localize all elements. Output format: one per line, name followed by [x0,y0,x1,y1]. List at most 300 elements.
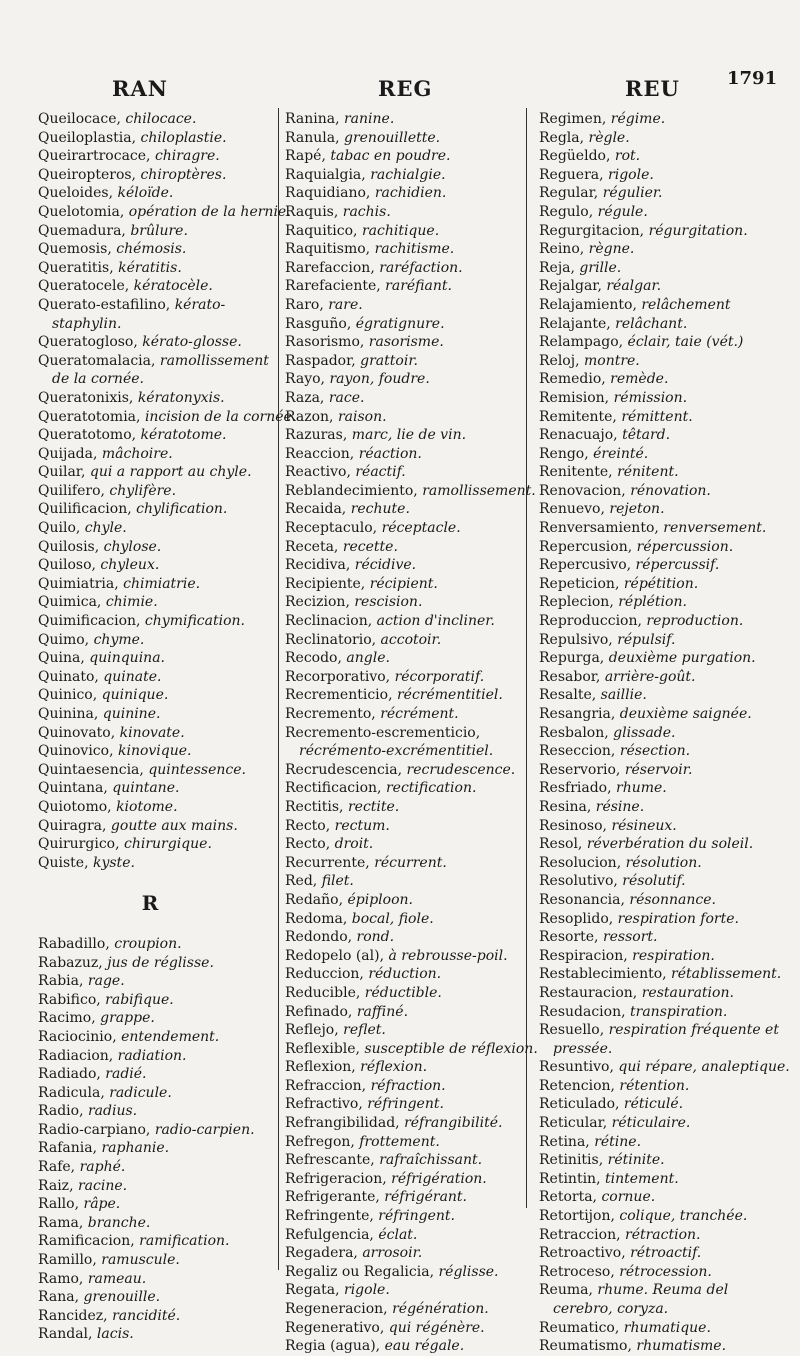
dictionary-entry [38,277,272,296]
entry-headword: Quinato, [38,668,99,685]
dictionary-entry [285,166,519,185]
dictionary-entry [38,1009,272,1028]
entry-headword: Raquis, [285,203,339,220]
entry-headword: Rectificacion, [285,780,382,797]
entry-headword: Quilar, [38,464,86,481]
dictionary-entry [38,110,272,129]
entry-headword: Quiloso, [38,557,96,574]
entry-headword: Regular, [539,185,599,202]
dictionary-entry [285,1114,519,1133]
entry-headword: Quimiatria, [38,575,119,592]
entry-headword: Rabifico, [38,991,101,1008]
entry-headword: Respiracion, [539,947,628,964]
entry-translation: kinovique. [117,743,192,760]
entry-translation: ranine. [343,111,395,127]
entry-translation: quinate. [103,668,162,685]
entry-translation: rescision. [354,594,423,611]
entry-headword: Queratitis, [38,259,114,276]
entry-headword: Raquitico, [285,222,358,239]
dictionary-entry [38,631,272,650]
entry-translation: radius. [87,1103,138,1120]
dictionary-entry [285,891,519,910]
dictionary-entry [285,538,519,557]
entry-translation: quinine. [102,706,161,722]
dictionary-entry [285,500,519,519]
entry-headword: Razuras, [285,427,348,444]
entry-headword: Rana, [38,1289,80,1306]
entry-translation: arrosoir. [362,1245,423,1262]
entry-headword: Retinitis, [539,1152,604,1169]
dictionary-entry [539,1003,779,1022]
dictionary-entry [285,1244,519,1263]
entry-translation: rhumatique. [623,1319,711,1336]
entry-translation: accotoir. [380,631,442,648]
dictionary-entry [38,1102,272,1121]
dictionary-entry [285,1263,519,1282]
entry-headword: Recremento, [285,706,376,722]
dictionary-entry [285,761,519,780]
dictionary-entry [38,333,272,352]
dictionary-entry [285,1188,519,1207]
entry-translation: rachis. [342,203,391,220]
entry-headword: Reino, [539,241,585,258]
entry-headword: Quilifero, [38,482,105,499]
dictionary-entry [285,798,519,817]
entry-translation: chiragre. [154,148,220,165]
entry-headword: Reticular, [539,1115,608,1132]
dictionary-entry [285,277,519,296]
entry-headword: Reclinatorio, [285,631,377,648]
page-number: 1791 [727,68,778,89]
dictionary-entry [285,947,519,966]
entry-translation: angle. [346,650,390,667]
entry-translation: qui régénère. [388,1319,485,1336]
entry-headword: Quiotomo, [38,798,112,815]
entry-headword: Renitente, [539,464,613,481]
entry-translation: régurgitation. [648,222,748,239]
entry-headword: Rapé, [285,148,326,165]
dictionary-entry [285,482,536,501]
entry-headword: Resudacion, [539,1003,626,1020]
entry-headword: Recidiva, [285,557,351,574]
dictionary-entry [539,1095,779,1114]
entry-headword: Reuma, [539,1282,593,1299]
entry-headword: Rabia, [38,973,84,990]
entry-translation: rayon, foudre. [329,371,430,388]
dictionary-entry [285,463,519,482]
dictionary-entry [539,1151,779,1170]
dictionary-entry [285,835,519,854]
entry-headword: Renuevo, [539,501,605,518]
entry-headword: Quina, [38,650,85,667]
dictionary-entry [285,519,519,538]
entry-headword: Regata, [285,1282,340,1299]
entry-translation: rond. [356,929,395,946]
entry-translation: rétraction. [625,1226,701,1243]
entry-headword: Reproduccion, [539,613,642,630]
dictionary-entry [539,817,779,836]
entry-translation: race. [328,389,365,406]
entry-headword: Resuello, [539,1022,605,1039]
entry-headword: Remision, [539,389,610,406]
entry-headword: Raquidiano, [285,185,371,202]
entry-translation: mâchoire. [101,445,173,462]
dictionary-entry [539,1114,779,1133]
dictionary-entry [285,817,519,836]
dictionary-entry [539,166,779,185]
dictionary-entry [539,872,779,891]
dictionary-entry [38,538,272,557]
entry-translation: qui a rapport au chyle. [89,464,252,481]
entry-translation: ramuscule. [101,1252,180,1269]
entry-translation: chémosis. [116,241,187,258]
entry-headword: Refrigeracion, [285,1170,387,1187]
dictionary-entry [38,240,272,259]
entry-headword: Resol, [539,836,583,853]
entry-translation: grille. [579,259,622,276]
dictionary-entry [285,928,519,947]
entry-headword: Ramillo, [38,1252,97,1269]
dictionary-entry [38,1251,272,1270]
entry-headword: Regimen, [539,111,607,127]
dictionary-entry [539,575,779,594]
entry-translation: grenouille. [83,1289,161,1306]
entry-headword: Queratonixis, [38,389,134,406]
entry-translation: rage. [87,973,125,990]
dictionary-column-center [285,110,538,1356]
entry-headword: Redondo, [285,929,353,946]
entry-headword: Rama, [38,1214,84,1231]
entry-headword: Red, [285,873,318,890]
entry-headword: Radiacion, [38,1047,114,1064]
entry-translation: recette. [342,538,398,555]
entry-headword: Resabor, [539,668,601,685]
entry-translation: tabac en poudre. [330,148,451,165]
entry-headword: Raspador, [285,352,356,369]
entry-translation: grattoir. [360,352,418,369]
entry-headword: Reumatismo, [539,1338,632,1355]
entry-translation: radié. [105,1066,147,1083]
dictionary-entry [539,593,779,612]
entry-headword: Reflexible, [285,1040,360,1057]
dictionary-entry [539,445,779,464]
entry-headword: Reservorio, [539,761,621,778]
entry-headword: Retina, [539,1133,590,1150]
entry-headword: Queratocele, [38,278,130,295]
entry-headword: Rancidez, [38,1307,108,1324]
entry-headword: Repulsivo, [539,631,613,648]
entry-translation: chyme. [93,631,145,648]
entry-translation: chyleux. [100,557,160,574]
entry-headword: Restauracion, [539,984,638,1001]
entry-headword: Quimica, [38,594,102,611]
dictionary-entry [539,184,779,203]
entry-translation: rémission. [613,389,688,406]
dictionary-entry [539,1281,779,1318]
entry-headword: Regia (agua), [285,1338,381,1355]
dictionary-entry [285,147,519,166]
entry-headword: Queratomalacia, [38,352,156,369]
entry-headword: Renversamiento, [539,520,659,537]
entry-translation: résineux. [611,817,677,834]
dictionary-entry [285,965,519,984]
entry-translation: deuxième saignée. [619,706,752,722]
entry-headword: Relajante, [539,315,611,332]
dictionary-entry [38,166,272,185]
dictionary-entry [539,408,779,427]
entry-headword: Resinoso, [539,817,607,834]
entry-headword: Reticulado, [539,1096,620,1113]
entry-headword: Reducible, [285,984,361,1001]
entry-translation: à rebrousse-poil. [388,947,508,964]
entry-translation: régulier. [602,185,663,202]
entry-translation: répétition. [623,575,699,592]
entry-translation: rancidité. [112,1307,181,1324]
entry-headword: Queilocace, [38,111,121,127]
dictionary-entry [539,984,779,1003]
entry-translation: raréfiant. [385,278,452,295]
dictionary-entry [539,854,779,873]
dictionary-entry [285,1095,519,1114]
entry-headword: Receptaculo, [285,520,378,537]
dictionary-entry [38,1307,272,1326]
entry-headword: Rasguño, [285,315,352,332]
dictionary-entry [285,872,519,891]
dictionary-entry [285,779,519,798]
dictionary-entry [539,1207,779,1226]
entry-translation: renversement. [663,520,767,537]
entry-headword: Raquitismo, [285,241,371,258]
entry-headword: Resbalon, [539,724,609,741]
entry-translation: réceptacle. [381,520,461,537]
entry-headword: Regaliz ou Regalicia, [285,1263,435,1280]
dictionary-entry [38,1214,272,1233]
entry-translation: rameau. [87,1270,147,1287]
entry-headword: Repurga, [539,650,605,667]
dictionary-entry [539,259,779,278]
entry-translation: radio-carpien. [154,1121,255,1138]
entry-translation: rénitent. [617,464,679,481]
dictionary-entry [38,1139,272,1158]
dictionary-entry [285,1207,519,1226]
entry-headword: Recipiente, [285,575,366,592]
dictionary-entry [539,1263,779,1282]
entry-headword: Rayo, [285,371,325,388]
entry-headword: Quinina, [38,706,99,722]
dictionary-entry [539,910,779,929]
dictionary-entry [539,742,779,761]
entry-translation: rafraîchissant. [379,1152,483,1169]
entry-headword: Quirurgico, [38,836,120,853]
dictionary-entry [38,1177,272,1196]
column-rule-left [278,108,279,1270]
entry-headword: Quiragra, [38,817,107,834]
entry-headword: Rabazuz, [38,954,103,971]
dictionary-entry [38,184,272,203]
entry-headword: Recto, [285,817,331,834]
entry-translation: rétine. [594,1133,642,1150]
entry-headword: Resuntivo, [539,1059,614,1076]
dictionary-entry [539,1244,779,1263]
entry-translation: montre. [583,352,640,369]
entry-headword: Ranula, [285,129,340,146]
entry-translation: qui répare, analeptique. [618,1059,790,1076]
entry-translation: chirurgique. [124,836,212,853]
dictionary-entry [285,333,519,352]
entry-translation: branche. [87,1214,151,1231]
entry-headword: Rabadillo, [38,935,110,952]
dictionary-entry [38,991,272,1010]
entry-headword: Retorta, [539,1189,597,1206]
dictionary-entry [539,1226,779,1245]
dictionary-entry [285,222,519,241]
entry-translation: action d'incliner. [376,613,495,630]
entry-translation: rare. [328,296,363,313]
dictionary-entry [285,1300,519,1319]
dictionary-entry [539,965,782,984]
entry-headword: Quinovato, [38,724,116,741]
entry-translation: rectification. [385,780,477,797]
entry-translation: résonnance. [629,891,716,908]
entry-translation: régime. [610,111,666,127]
entry-translation: rénovation. [630,482,711,499]
dictionary-entry [539,668,779,687]
dictionary-entry [285,1337,519,1356]
entry-headword: Queratogloso, [38,334,138,351]
entry-translation: grappe. [100,1010,155,1027]
dictionary-entry [38,798,272,817]
entry-headword: Quilificacion, [38,501,132,518]
entry-translation: têtard. [622,427,671,444]
entry-headword: Reumatico, [539,1319,620,1336]
entry-translation: rétrocession. [619,1263,712,1280]
entry-translation: tintement. [604,1170,679,1187]
entry-translation: chylification. [136,501,228,518]
entry-headword: Recrementicio, [285,687,393,704]
dictionary-entry [285,296,519,315]
entry-headword: Receta, [285,538,339,555]
entry-headword: Resfriado, [539,780,612,797]
dictionary-entry [38,668,272,687]
entry-headword: Reflejo, [285,1022,339,1039]
entry-translation: rétablissement. [671,966,782,983]
entry-translation: kinovate. [119,724,185,741]
dictionary-entry [38,296,272,333]
entry-translation: goutte aux mains. [110,817,238,834]
entry-headword: Recremento-escrementicio, [285,724,481,741]
entry-translation: réverbération du soleil. [586,836,754,853]
entry-translation: réplétion. [618,594,687,611]
entry-translation: chymification. [144,613,245,630]
entry-headword: Radio, [38,1103,84,1120]
entry-headword: Relajamiento, [539,296,637,313]
entry-translation: récipient. [369,575,438,592]
entry-translation: cornue. [601,1189,656,1206]
dictionary-entry [38,408,297,427]
entry-translation: rachitique. [361,222,440,239]
entry-translation: colique, tranchée. [619,1208,748,1225]
entry-headword: Refrangibilidad, [285,1115,400,1132]
entry-translation: rachitisme. [374,241,455,258]
dictionary-entry [285,705,519,724]
entry-translation: kératitis. [118,259,182,276]
entry-headword: Radicula, [38,1084,105,1101]
dictionary-entry [38,1084,272,1103]
dictionary-entry [539,500,779,519]
entry-translation: croupion. [114,935,182,952]
dictionary-entry [285,910,519,929]
dictionary-entry [285,686,519,705]
entry-headword: Queratotomia, [38,408,141,425]
dictionary-entry [539,426,779,445]
entry-headword: Reflexion, [285,1059,356,1076]
entry-translation: réfringent. [378,1208,455,1225]
entry-translation: kéloïde. [117,185,174,202]
dictionary-entry [539,1319,779,1338]
entry-translation: brûlure. [130,222,188,239]
dictionary-entry [285,1133,519,1152]
dictionary-entry [539,761,779,780]
dictionary-column-left [38,110,297,1344]
entry-headword: Quelotomia, [38,203,125,220]
entry-translation: réalgar. [606,278,662,295]
entry-translation: raison. [337,408,387,425]
entry-headword: Quemadura, [38,222,126,239]
entry-headword: Regenerativo, [285,1319,385,1336]
entry-translation: règne. [588,241,635,258]
dictionary-entry [285,1021,519,1040]
dictionary-entry [285,612,519,631]
dictionary-entry [539,631,779,650]
page-header [0,68,800,106]
entry-translation: réfringent. [367,1096,444,1113]
dictionary-entry [539,463,779,482]
entry-translation: rejeton. [609,501,665,518]
entry-translation: chimiatrie. [123,575,201,592]
entry-translation: glissade. [613,724,676,741]
dictionary-entry [285,129,519,148]
dictionary-entry [38,724,272,743]
dictionary-entry [539,482,779,501]
entry-translation: égratignure. [355,315,445,332]
entry-translation: remède. [610,371,669,388]
entry-translation: raphanie. [101,1140,170,1157]
dictionary-entry [38,742,272,761]
entry-translation: kérato-staphylin. [52,296,226,332]
entry-translation: reproduction. [646,613,744,630]
entry-translation: eau régale. [384,1338,465,1355]
entry-headword: Regurgitacion, [539,222,645,239]
dictionary-entry [285,389,519,408]
entry-headword: Recurrente, [285,854,370,871]
dictionary-entry [539,538,779,557]
dictionary-entry [539,203,779,222]
entry-headword: Refinado, [285,1003,353,1020]
entry-headword: Refringente, [285,1208,374,1225]
entry-headword: Rafania, [38,1140,98,1157]
dictionary-entry [285,184,519,203]
dictionary-entry [539,724,779,743]
entry-headword: Raciocinio, [38,1028,117,1045]
entry-headword: Refregon, [285,1133,355,1150]
entry-translation: saillie. [600,687,647,704]
entry-headword: Reclinacion, [285,613,373,630]
dictionary-entry [285,240,519,259]
entry-translation: rot. [614,148,641,165]
entry-headword: Radio-carpiano, [38,1121,151,1138]
dictionary-entry [38,352,272,389]
entry-headword: Quilo, [38,520,81,537]
